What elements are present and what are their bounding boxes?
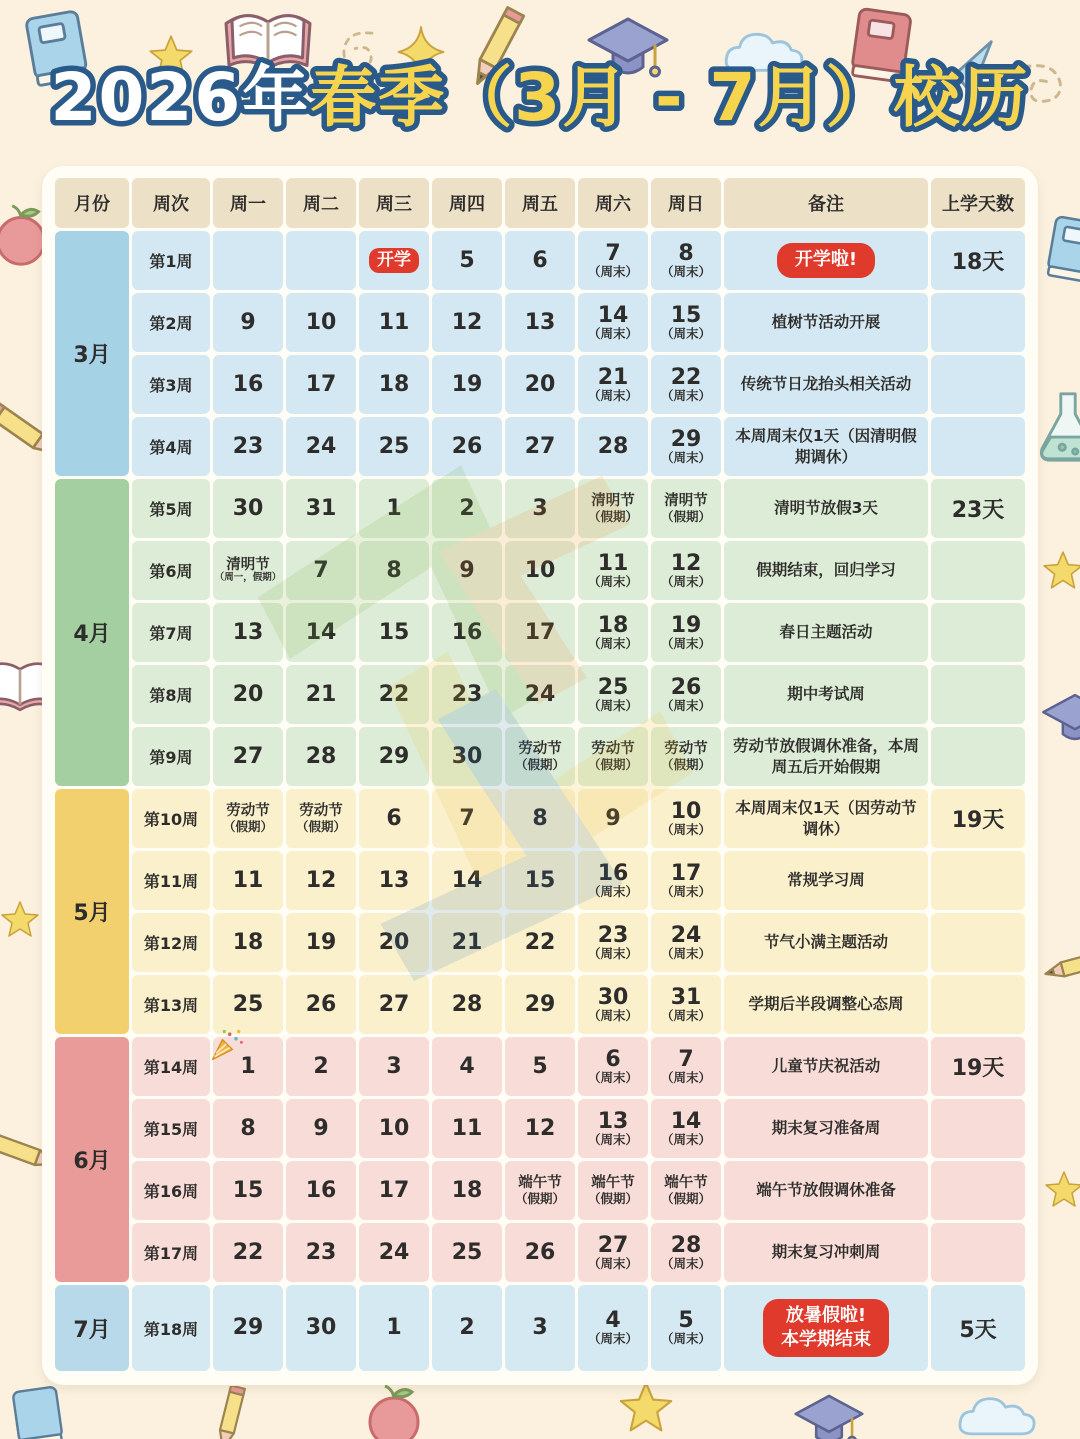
day-cell: 28: [286, 727, 356, 786]
count-cell: 5天: [931, 1285, 1025, 1371]
note-cell: 期末复习准备周: [724, 1099, 928, 1158]
day-cell: 1: [213, 1037, 283, 1096]
day-cell: 30: [432, 727, 502, 786]
month-cell: 4月: [55, 479, 129, 786]
week-cell: 第9周: [132, 727, 210, 786]
day-cell: 14: [432, 851, 502, 910]
day-cell: 14 （周末）: [651, 1099, 721, 1158]
pencil-icon: [196, 1386, 262, 1439]
week-cell: 第16周: [132, 1161, 210, 1220]
week-cell: 第13周: [132, 975, 210, 1034]
header-cell: 周四: [432, 178, 502, 228]
count-cell: 19天: [931, 1037, 1025, 1096]
note-cell: 传统节日龙抬头相关活动: [724, 355, 928, 414]
day-cell: 4: [432, 1037, 502, 1096]
day-cell: 27: [359, 975, 429, 1034]
day-cell: 17: [359, 1161, 429, 1220]
day-cell: 12: [432, 293, 502, 352]
cloud-icon: [952, 1388, 1042, 1439]
day-cell: 劳动节 （假期）: [578, 727, 648, 786]
count-cell: [931, 1223, 1025, 1282]
day-cell: 19 （周末）: [651, 603, 721, 662]
day-cell: 7: [286, 541, 356, 600]
note-cell: 植树节活动开展: [724, 293, 928, 352]
week-cell: 第12周: [132, 913, 210, 972]
day-cell: 劳动节 （假期）: [286, 789, 356, 848]
day-cell: 8 （周末）: [651, 231, 721, 290]
day-cell: 25 （周末）: [578, 665, 648, 724]
day-cell: 23: [432, 665, 502, 724]
week-cell: 第10周: [132, 789, 210, 848]
day-cell: 8: [359, 541, 429, 600]
day-cell: 29: [359, 727, 429, 786]
day-cell: 25: [359, 417, 429, 476]
day-cell: 17 （周末）: [651, 851, 721, 910]
header-cell: 月份: [55, 178, 129, 228]
day-cell: 21: [432, 913, 502, 972]
day-cell: 11 （周末）: [578, 541, 648, 600]
month-cell: 6月: [55, 1037, 129, 1282]
day-cell: 25: [213, 975, 283, 1034]
day-cell: 31: [286, 479, 356, 538]
school-start-badge: 开学: [369, 248, 419, 273]
day-cell: 16: [432, 603, 502, 662]
header-cell: 上学天数: [931, 178, 1025, 228]
week-cell: 第8周: [132, 665, 210, 724]
day-cell: 4 （周末）: [578, 1285, 648, 1371]
star-icon: [0, 900, 40, 940]
day-cell: 2: [286, 1037, 356, 1096]
day-cell: 28: [432, 975, 502, 1034]
day-cell: 16: [286, 1161, 356, 1220]
day-cell: 18: [432, 1161, 502, 1220]
day-cell: 6 （周末）: [578, 1037, 648, 1096]
week-cell: 第18周: [132, 1285, 210, 1371]
pencil-icon: [1040, 930, 1080, 1002]
day-cell: 2: [432, 479, 502, 538]
note-cell: 期中考试周: [724, 665, 928, 724]
flask-icon: [1032, 388, 1080, 466]
day-cell: 7 （周末）: [578, 231, 648, 290]
day-cell: 端午节 （假期）: [505, 1161, 575, 1220]
day-cell: 清明节 （周一，假期）: [213, 541, 283, 600]
day-cell: 26 （周末）: [651, 665, 721, 724]
month-cell: 3月: [55, 231, 129, 476]
apple-icon: [358, 1380, 430, 1439]
day-cell: 1: [359, 1285, 429, 1371]
note-cell: 儿童节庆祝活动: [724, 1037, 928, 1096]
header-cell: 周二: [286, 178, 356, 228]
day-cell: 19: [432, 355, 502, 414]
month-cell: 7月: [55, 1285, 129, 1371]
day-cell: 29: [505, 975, 575, 1034]
day-cell: 24 （周末）: [651, 913, 721, 972]
day-cell: 清明节 （假期）: [651, 479, 721, 538]
day-cell: 29: [213, 1285, 283, 1371]
day-cell: 13: [359, 851, 429, 910]
header-cell: 周三: [359, 178, 429, 228]
day-cell: 22: [505, 913, 575, 972]
day-cell: 15: [213, 1161, 283, 1220]
count-cell: [931, 1161, 1025, 1220]
day-cell: 25: [432, 1223, 502, 1282]
day-cell: [286, 231, 356, 290]
note-cell: 劳动节放假调休准备，本周周五后开始假期: [724, 727, 928, 786]
day-cell: 17: [505, 603, 575, 662]
count-cell: 23天: [931, 479, 1025, 538]
day-cell: 18 （周末）: [578, 603, 648, 662]
blue-book-icon: [2, 1382, 74, 1439]
count-cell: 18天: [931, 231, 1025, 290]
day-cell: 12: [286, 851, 356, 910]
count-cell: [931, 355, 1025, 414]
day-cell: 21: [286, 665, 356, 724]
count-cell: [931, 851, 1025, 910]
day-cell: [213, 231, 283, 290]
day-cell: 10 （周末）: [651, 789, 721, 848]
day-cell: [359, 231, 429, 290]
note-cell: 假期结束，回归学习: [724, 541, 928, 600]
day-cell: 23: [213, 417, 283, 476]
day-cell: 18: [359, 355, 429, 414]
day-cell: 22: [213, 1223, 283, 1282]
day-cell: 10: [359, 1099, 429, 1158]
count-cell: [931, 417, 1025, 476]
day-cell: 10: [286, 293, 356, 352]
page-title: [0, 40, 1080, 156]
header-cell: 周六: [578, 178, 648, 228]
day-cell: 5: [505, 1037, 575, 1096]
week-cell: 第14周: [132, 1037, 210, 1096]
day-cell: 15: [505, 851, 575, 910]
day-cell: 5 （周末）: [651, 1285, 721, 1371]
day-cell: 2: [432, 1285, 502, 1371]
day-cell: 11: [213, 851, 283, 910]
note-cell: 本周周末仅1天（因清明假期调休）: [724, 417, 928, 476]
count-cell: [931, 727, 1025, 786]
svg-text:2026年春季（3月 - 7月）校历: 2026年春季（3月 - 7月）校历: [50, 59, 1030, 136]
week-cell: 第7周: [132, 603, 210, 662]
week-cell: 第5周: [132, 479, 210, 538]
star-icon: [1042, 550, 1080, 592]
day-cell: 6: [505, 231, 575, 290]
day-cell: 27 （周末）: [578, 1223, 648, 1282]
week-cell: 第4周: [132, 417, 210, 476]
day-cell: 24: [286, 417, 356, 476]
day-cell: 24: [505, 665, 575, 724]
day-cell: 3: [505, 479, 575, 538]
note-cell: 常规学习周: [724, 851, 928, 910]
highlight-badge: 开学啦!: [777, 243, 875, 277]
day-cell: 30 （周末）: [578, 975, 648, 1034]
day-cell: 19: [286, 913, 356, 972]
day-cell: 26: [432, 417, 502, 476]
count-cell: [931, 975, 1025, 1034]
day-cell: 11: [359, 293, 429, 352]
day-cell: 7 （周末）: [651, 1037, 721, 1096]
day-cell: 劳动节 （假期）: [213, 789, 283, 848]
count-cell: [931, 913, 1025, 972]
note-cell: 本周周末仅1天（因劳动节调休）: [724, 789, 928, 848]
day-cell: 3: [505, 1285, 575, 1371]
day-cell: 17: [286, 355, 356, 414]
count-cell: [931, 541, 1025, 600]
header-cell: 周日: [651, 178, 721, 228]
day-cell: 26: [286, 975, 356, 1034]
calendar-panel: [42, 166, 1038, 1385]
day-cell: 11: [432, 1099, 502, 1158]
header-cell: 周五: [505, 178, 575, 228]
day-cell: 劳动节 （假期）: [651, 727, 721, 786]
week-cell: 第2周: [132, 293, 210, 352]
day-cell: 10: [505, 541, 575, 600]
day-cell: 15: [359, 603, 429, 662]
count-cell: [931, 665, 1025, 724]
note-cell: [724, 231, 928, 290]
day-cell: 7: [432, 789, 502, 848]
day-cell: 5: [432, 231, 502, 290]
note-cell: 学期后半段调整心态周: [724, 975, 928, 1034]
note-cell: 期末复习冲刺周: [724, 1223, 928, 1282]
grad-cap-icon: [788, 1380, 870, 1439]
day-cell: 31 （周末）: [651, 975, 721, 1034]
day-cell: 28: [578, 417, 648, 476]
highlight-badge: 放暑假啦! 本学期结束: [763, 1299, 889, 1358]
calendar-table: [55, 178, 1025, 1373]
day-cell: 14 （周末）: [578, 293, 648, 352]
count-cell: [931, 293, 1025, 352]
day-cell: 8: [505, 789, 575, 848]
day-cell: 3: [359, 1037, 429, 1096]
day-cell: 14: [286, 603, 356, 662]
note-cell: 清明节放假3天: [724, 479, 928, 538]
day-cell: 22 （周末）: [651, 355, 721, 414]
day-cell: 22: [359, 665, 429, 724]
day-cell: 9: [213, 293, 283, 352]
day-cell: 16 （周末）: [578, 851, 648, 910]
day-cell: 12: [505, 1099, 575, 1158]
count-cell: [931, 1099, 1025, 1158]
week-cell: 第17周: [132, 1223, 210, 1282]
week-cell: 第11周: [132, 851, 210, 910]
week-cell: 第6周: [132, 541, 210, 600]
header-cell: 周次: [132, 178, 210, 228]
header-cell: 周一: [213, 178, 283, 228]
month-cell: 5月: [55, 789, 129, 1034]
note-cell: [724, 1285, 928, 1371]
day-cell: 劳动节 （假期）: [505, 727, 575, 786]
day-cell: 27: [213, 727, 283, 786]
day-cell: 13 （周末）: [578, 1099, 648, 1158]
day-cell: 9: [286, 1099, 356, 1158]
note-cell: 端午节放假调休准备: [724, 1161, 928, 1220]
day-cell: 6: [359, 789, 429, 848]
day-cell: 26: [505, 1223, 575, 1282]
day-cell: 清明节 （假期）: [578, 479, 648, 538]
day-cell: 16: [213, 355, 283, 414]
day-cell: 29 （周末）: [651, 417, 721, 476]
grad-cap-icon: [1036, 680, 1080, 754]
star-icon: [1044, 1170, 1080, 1210]
day-cell: 9: [578, 789, 648, 848]
blue-book-icon: [1036, 212, 1080, 288]
day-cell: 30: [286, 1285, 356, 1371]
day-cell: 1: [359, 479, 429, 538]
day-cell: 9: [432, 541, 502, 600]
day-cell: 28 （周末）: [651, 1223, 721, 1282]
day-cell: 23: [286, 1223, 356, 1282]
day-cell: 30: [213, 479, 283, 538]
day-cell: 13: [213, 603, 283, 662]
note-cell: 节气小满主题活动: [724, 913, 928, 972]
day-cell: 端午节 （假期）: [651, 1161, 721, 1220]
week-cell: 第1周: [132, 231, 210, 290]
day-cell: 18: [213, 913, 283, 972]
week-cell: 第3周: [132, 355, 210, 414]
day-cell: 24: [359, 1223, 429, 1282]
day-cell: 23 （周末）: [578, 913, 648, 972]
day-cell: 12 （周末）: [651, 541, 721, 600]
day-cell: 8: [213, 1099, 283, 1158]
day-cell: 20: [213, 665, 283, 724]
week-cell: 第15周: [132, 1099, 210, 1158]
day-cell: 20: [505, 355, 575, 414]
day-cell: 端午节 （假期）: [578, 1161, 648, 1220]
count-cell: 19天: [931, 789, 1025, 848]
note-cell: 春日主题活动: [724, 603, 928, 662]
count-cell: [931, 603, 1025, 662]
day-cell: 21 （周末）: [578, 355, 648, 414]
day-cell: 15 （周末）: [651, 293, 721, 352]
star-icon: [618, 1380, 674, 1436]
day-cell: 20: [359, 913, 429, 972]
header-cell: 备注: [724, 178, 928, 228]
day-cell: 27: [505, 417, 575, 476]
day-cell: 13: [505, 293, 575, 352]
